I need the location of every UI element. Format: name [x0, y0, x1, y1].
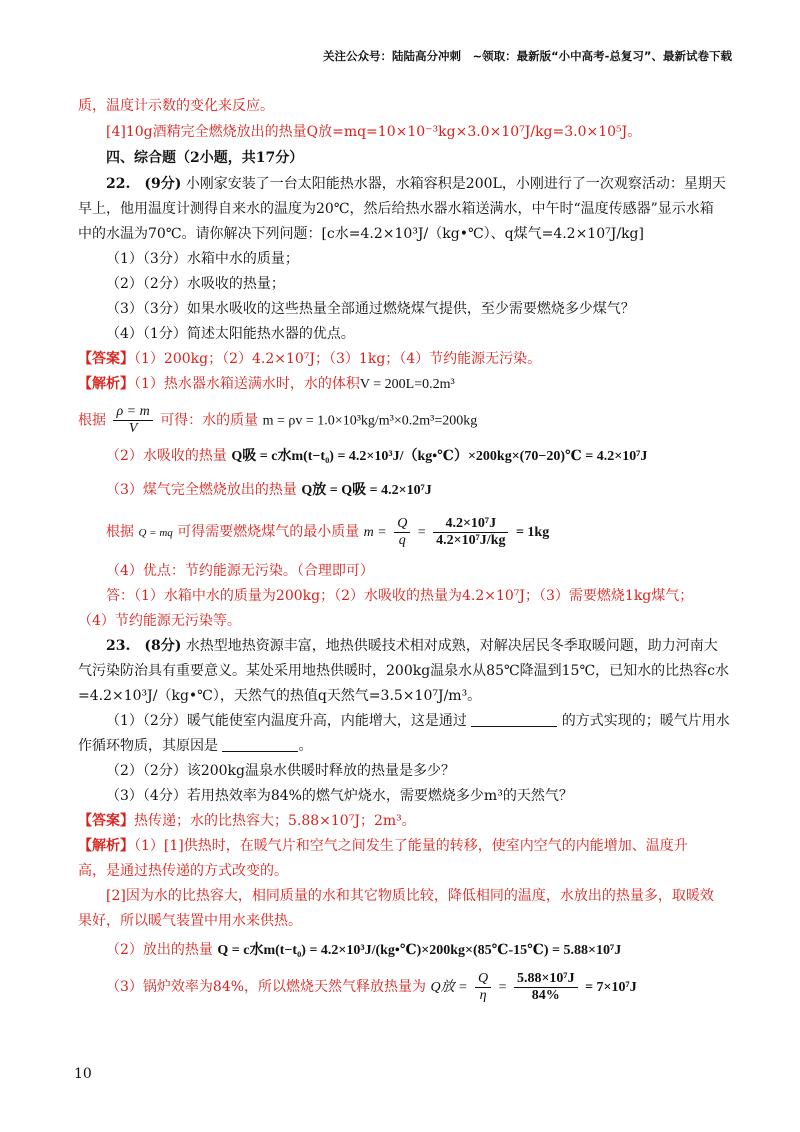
question-22-stem — [106, 174, 738, 194]
formula: V = 200L=0.2m³ — [359, 377, 455, 392]
explanation-text: （2）放出的热量 — [106, 942, 213, 958]
answer-tag: 【答案】 — [78, 351, 134, 367]
answer-text: （1）200kg；（2）4.2×10⁷J；（3）1kg；（4）节约能源无污染。 — [134, 351, 542, 367]
sub-question: （2）（2分）水吸收的热量； — [106, 276, 285, 292]
formula: = — [417, 525, 426, 540]
explanation-text: （3）煤气完全燃烧放出的热量 — [106, 482, 297, 498]
explanation-text: （1）[1]供热时，在暖气片和空气之间发生了能量的转移，使室内空气的内能增加、温度升 — [134, 838, 688, 854]
answer-blank[interactable] — [471, 712, 557, 727]
fraction — [514, 971, 578, 1004]
sub-question: （3）（3分）如果水吸收的这些热量全部通过燃烧煤气提供，至少需要燃烧多少煤气？ — [106, 301, 635, 317]
answer-text: 热传递；水的比热容大；5.88×10⁷J；2m³。 — [134, 813, 416, 829]
question-number: 22. (9分) — [106, 176, 182, 192]
formula: = 1kg — [515, 525, 550, 540]
formula: Q吸 = c水m(t−t₀) = 4.2×10³J/（kg•℃）×200kg×(70−20)℃ = 4.2×10⁷J — [231, 449, 648, 464]
sub-question — [106, 711, 738, 731]
explanation-text: 根据 — [78, 412, 106, 429]
formula: = 7×10⁷J — [585, 980, 637, 995]
sub-question: （1）（3分）水箱中水的质量； — [106, 251, 299, 267]
explanation-line: （4）优点：节约能源无污染。（合理即可） — [106, 563, 374, 579]
answer-line — [78, 349, 738, 369]
explanation-line: （4）节约能源无污染等。 — [78, 613, 241, 629]
sub-question-text: 的方式实现的；暖气片用水 — [561, 713, 730, 729]
fraction-numerator: 4.2×10⁷J — [433, 516, 508, 533]
explanation-text: 可得需要燃烧煤气的最小质量 — [177, 524, 360, 540]
explanation-line: [2]因为水的比热容大，相同质量的水和其它物质比较，降低相同的温度，水放出的热量多，取暖效 — [106, 888, 714, 904]
explanation-line — [106, 940, 738, 961]
explanation-line — [78, 836, 738, 856]
explanation-line — [78, 404, 738, 438]
explanation-line — [106, 966, 738, 1008]
formula: Q = mq — [138, 527, 173, 539]
sub-question: （3）（4分）若用热效率为84%的燃气炉烧水，需要燃烧多少m³的天然气？ — [106, 788, 573, 804]
formula: Q = c水m(t−t₀) = 4.2×10³J/(kg•℃)×200kg×(85℃-15℃) = 5.88×10⁷J — [217, 943, 622, 958]
fraction — [433, 516, 508, 549]
explanation-text: 根据 — [106, 524, 134, 540]
fraction-numerator: 5.88×10⁷J — [514, 971, 578, 988]
page-header: 关注公众号：陆陆高分冲刺 ~领取：最新版“小中高考-总复习”、最新试卷下载 — [322, 49, 732, 63]
explanation-tag: 【解析】 — [78, 838, 134, 854]
sub-question: （2）（2分）该200kg温泉水供暖时释放的热量是多少？ — [106, 763, 455, 779]
explanation-text: （1）热水器水箱送满水时，水的体积 — [134, 376, 360, 392]
formula: m = — [363, 525, 387, 540]
answer-tag: 【答案】 — [78, 813, 134, 829]
explanation-line: 答：（1）水箱中水的质量为200kg；（2）水吸收的热量为4.2×10⁷J；（3）需要燃烧1kg煤气； — [106, 588, 694, 604]
question-text: 水热型地热资源丰富，地热供暖技术相对成熟，对解决居民冬季取暖问题，助力河南大 — [185, 638, 718, 654]
section-heading: 四、综合题（2小题，共17分） — [106, 150, 304, 166]
explanation-text: （3）锅炉效率为84%，所以燃烧天然气释放热量为 — [106, 979, 427, 995]
formula: = — [498, 980, 507, 995]
text-line: 中的水温为70℃。请你解决下列问题：[c水=4.2×10³J/（kg•℃）、q煤气=4.2×10⁷J/kg] — [78, 226, 644, 242]
explanation-tag: 【解析】 — [78, 376, 134, 392]
formula: Q放 = Q吸 = 4.2×10⁷J — [301, 483, 432, 498]
explanation-line: 高，是通过热传递的方式改变的。 — [78, 863, 288, 879]
explanation-line — [106, 512, 766, 552]
question-23-stem — [106, 636, 738, 656]
sub-question-text: （1）（2分）暖气能使室内温度升高，内能增大，这是通过 — [106, 713, 467, 729]
fraction-denominator: 4.2×10⁷J/kg — [436, 532, 506, 548]
text-line: 早上，他用温度计测得自来水的温度为20℃，然后给热水器水箱送满水，中午时“温度传感器”显示水箱 — [78, 201, 714, 217]
explanation-text: （2）水吸收的热量 — [106, 448, 227, 464]
explanation-line: 果好，所以暖气装置中用水来供热。 — [78, 913, 302, 929]
text-line: [4]10g酒精完全燃烧放出的热量Q放=mq=10×10⁻³kg×3.0×10⁷J/kg=3.0×10⁵J。 — [106, 124, 642, 140]
question-text: 小刚家安装了一台太阳能热水器，水箱容积是200L，小刚进行了一次观察活动：星期天 — [185, 176, 726, 192]
answer-blank[interactable] — [222, 737, 298, 752]
question-number: 23. (8分) — [106, 638, 182, 654]
fraction: $\frac{Q}{q}$ — [394, 516, 410, 549]
page-number: 10 — [74, 1066, 92, 1082]
explanation-text: 可得：水的质量 — [160, 412, 259, 429]
explanation-line — [106, 446, 738, 467]
fraction-denominator: 84% — [531, 987, 560, 1003]
text-line: =4.2×10³J/（kg•℃），天然气的热值q天然气=3.5×10⁷J/m³。 — [78, 688, 482, 704]
sub-question: （4）（1分）简述太阳能热水器的优点。 — [106, 326, 355, 342]
sub-question-text: 作循环物质，其原因是 — [78, 738, 218, 754]
fraction: $\frac{Q}{\eta}$ — [475, 971, 491, 1004]
answer-line — [78, 811, 738, 831]
explanation-line — [78, 374, 738, 395]
text-line: 气污染防治具有重要意义。某处采用地热供暖时，200kg温泉水从85℃降温到15℃，已知水的比热容c水 — [78, 663, 729, 679]
sub-question: 作循环物质，其原因是 。 — [78, 738, 313, 754]
text-line: 质，温度计示数的变化来反应。 — [78, 98, 274, 114]
formula: m = ρv = 1.0×10³kg/m³×0.2m³=200kg — [262, 413, 478, 429]
density-formula: $\frac{\rho = m}{V}$ — [113, 404, 152, 437]
formula: Q放 = — [430, 980, 468, 995]
explanation-line — [106, 480, 738, 501]
